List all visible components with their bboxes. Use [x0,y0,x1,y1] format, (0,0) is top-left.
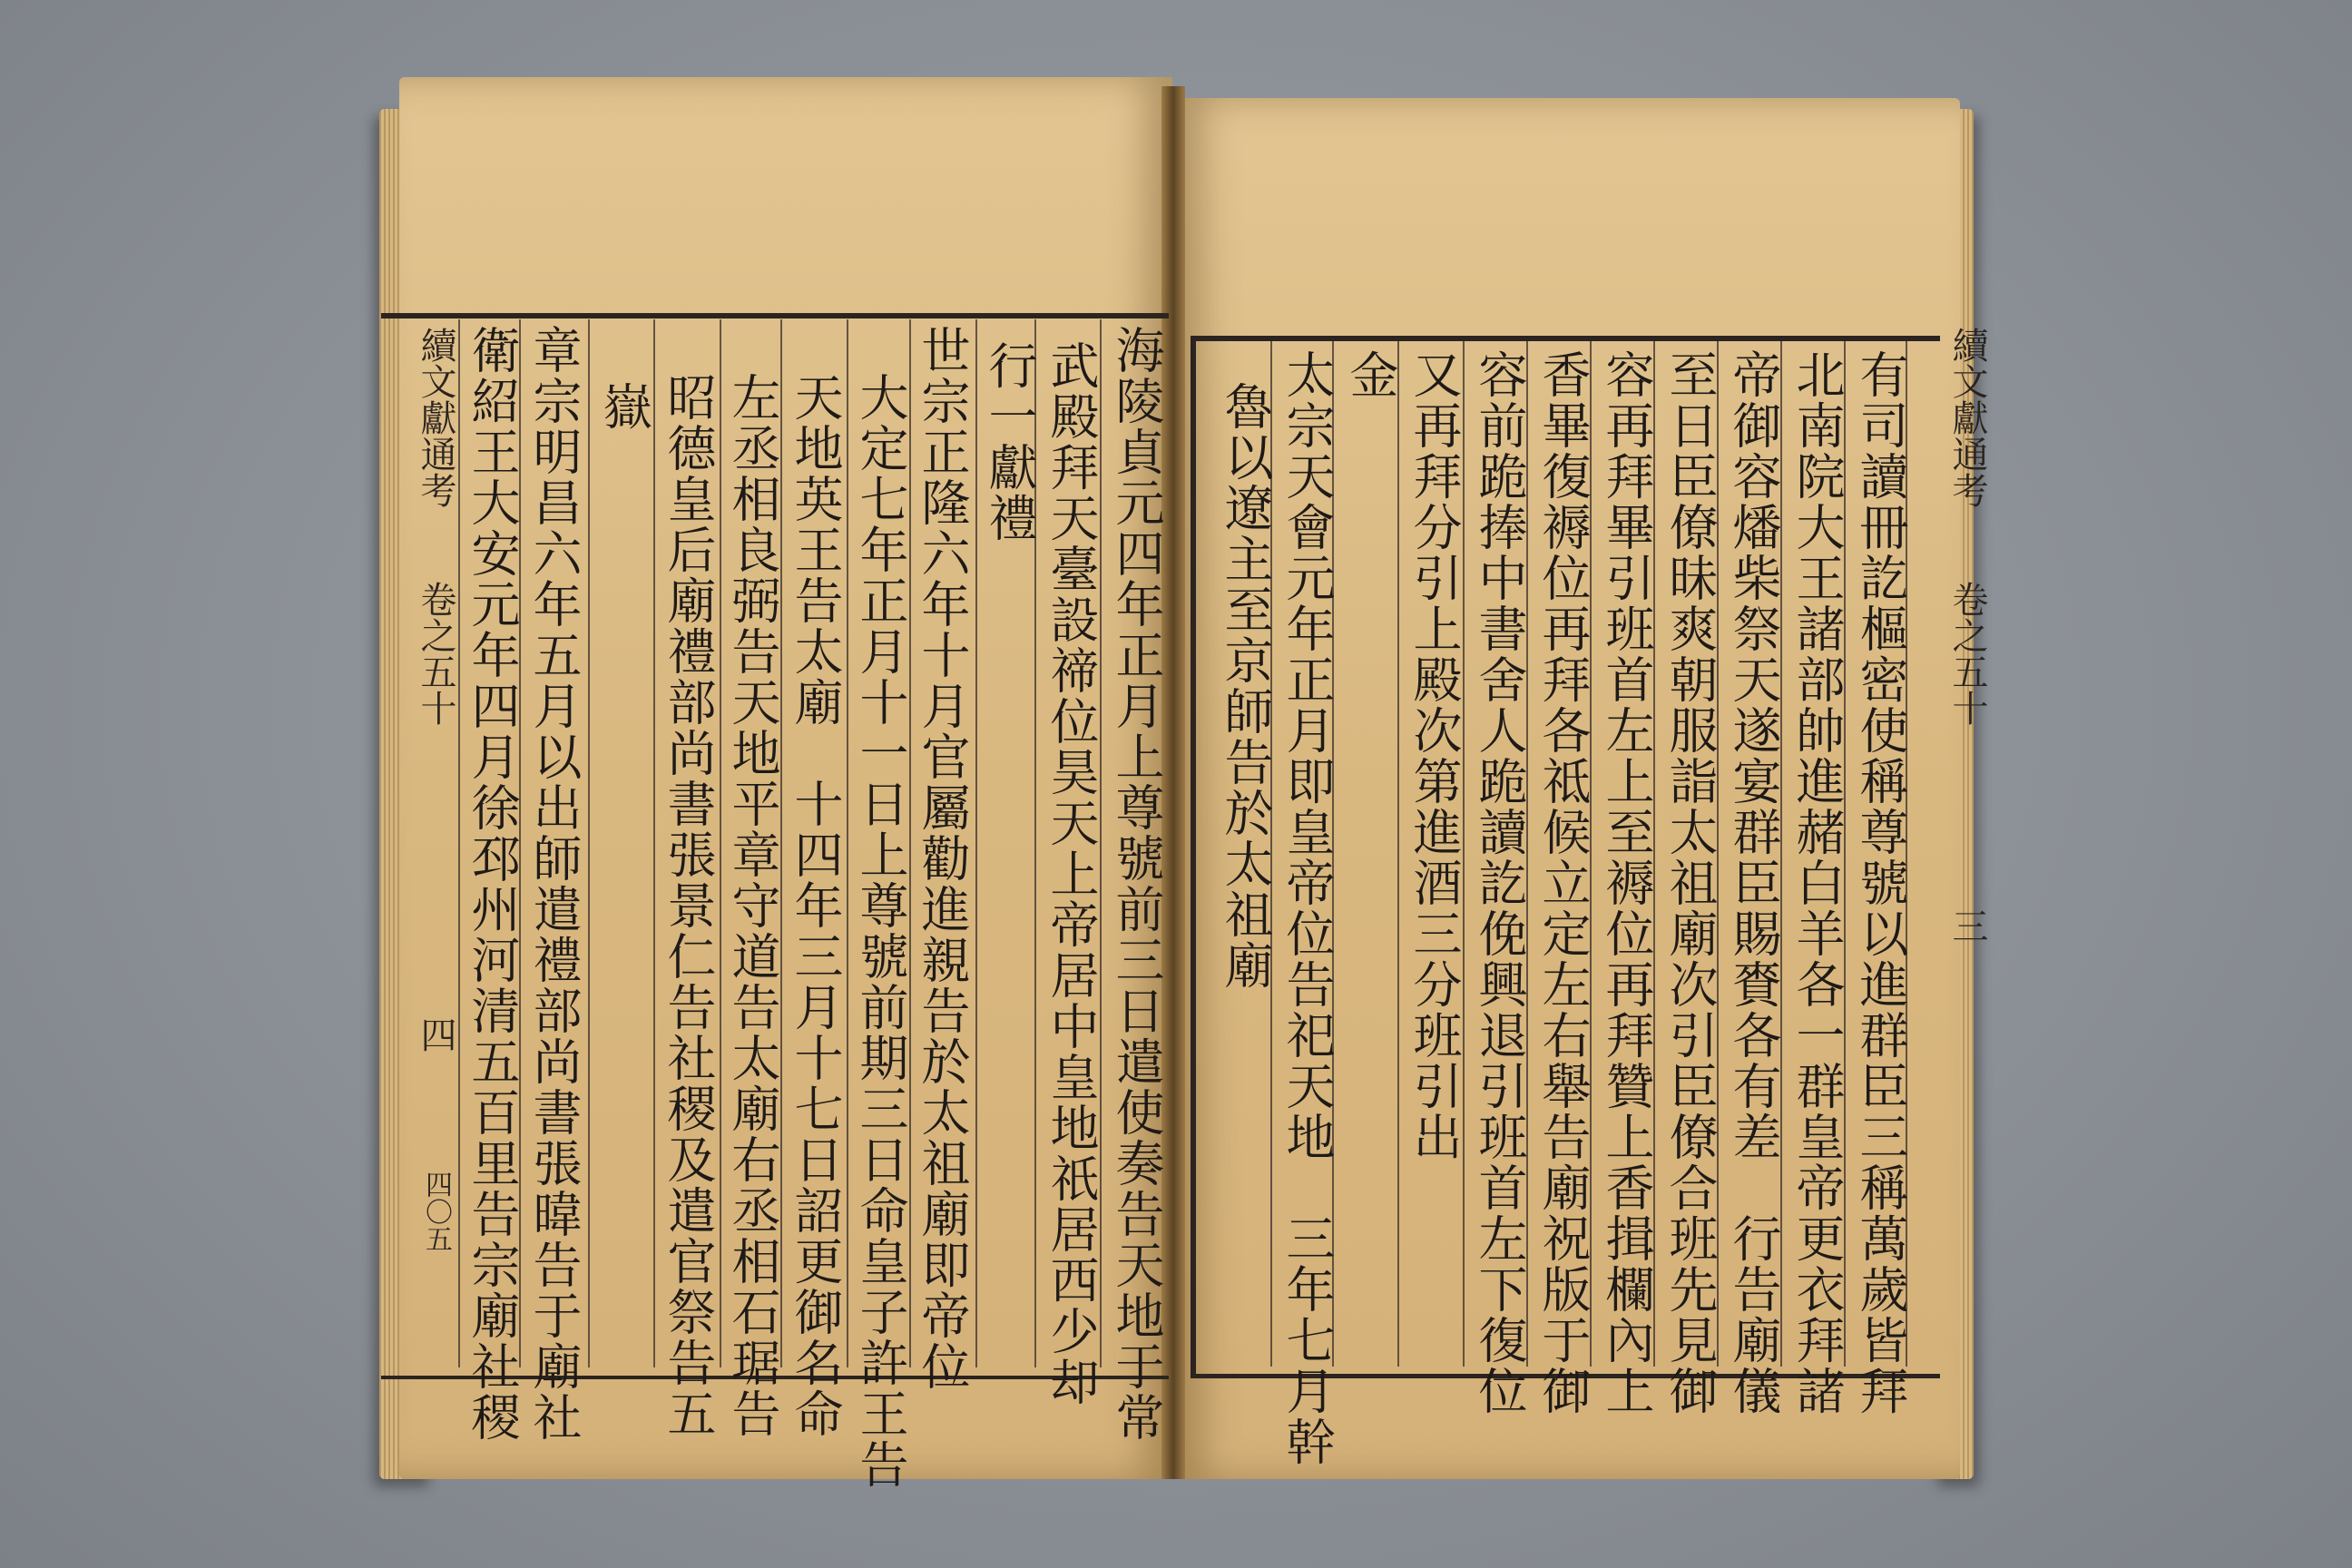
text-column: 帝御容燔柴祭天遂宴群臣賜賚各有差 行告廟儀 [1725,349,1782,1416]
text-column: 金 [1342,349,1399,400]
text-column: 太宗天會元年正月即皇帝位告祀天地 三年七月幹 [1279,349,1336,1467]
text-column: 容前跪捧中書舍人跪讀訖俛興退引班首左下復位 [1471,349,1528,1416]
text-column: 大定七年正月十一日上尊號前期三日命皇子許王告 [852,372,909,1490]
text-column: 容再拜畢引班首左上至褥位再拜贊上香揖欄內上 [1598,349,1655,1416]
column-rule [975,319,977,1367]
right-margin-title: 續文獻通考 [1946,327,1988,508]
text-column: 嶽 [595,381,652,432]
column-rule [847,319,848,1367]
right-margin-volume: 卷之五十 [1946,581,1988,726]
text-column: 世宗正隆六年十月官屬勸進親告於太祖廟即帝位 [914,325,971,1392]
text-column: 章宗明昌六年五月以出師遣禮部尚書張暐告于廟社 [525,325,583,1443]
column-rule [1100,319,1102,1367]
text-column: 衛紹王大安元年四月徐邳州河清五百里告宗廟社稷 [464,325,521,1443]
column-rule [720,319,721,1367]
left-margin-page: 四 [415,1016,456,1053]
text-column: 武殿拜天臺設禘位昊天上帝居中皇地祇居西少却 [1043,340,1100,1407]
text-column: 香畢復褥位再拜各祗候立定左右舉告廟祝版于御 [1534,349,1592,1416]
text-column: 北南院大王諸部帥進赭白羊各一群皇帝更衣拜諸 [1788,349,1846,1416]
text-column: 昭德皇后廟禮部尚書張景仁告社稷及遣官祭告五 [660,372,717,1439]
left-margin-title: 續文獻通考 [415,327,456,508]
text-column: 至日臣僚昧爽朝服詣太祖廟次引臣僚合班先見御 [1661,349,1719,1416]
column-rule [458,319,460,1367]
left-folio: 四〇五 [420,1171,452,1252]
text-column: 魯以遼主至京師告於太祖廟 [1217,381,1274,991]
left-margin-volume: 卷之五十 [415,581,456,726]
column-rule [1463,341,1465,1367]
text-column: 天地英王告太廟 十四年三月十七日詔更御名命 [787,372,844,1439]
text-column: 行一獻禮 [981,340,1038,544]
text-column: 又再拜分引上殿次第進酒三分班引出 [1406,349,1463,1162]
column-rule [653,319,655,1367]
right-margin-page: 三 [1946,907,1988,944]
column-rule [909,319,911,1367]
column-rule [1397,341,1399,1367]
text-column: 海陵貞元四年正月上尊號前三日遣使奏告天地于常 [1108,325,1165,1443]
text-column: 左丞相良弼告天地平章守道告太廟右丞相石琚告 [724,372,781,1439]
column-rule [588,319,590,1367]
text-column: 有司讀冊訖樞密使稱尊號以進群臣三稱萬歲皆拜 [1852,349,1909,1416]
